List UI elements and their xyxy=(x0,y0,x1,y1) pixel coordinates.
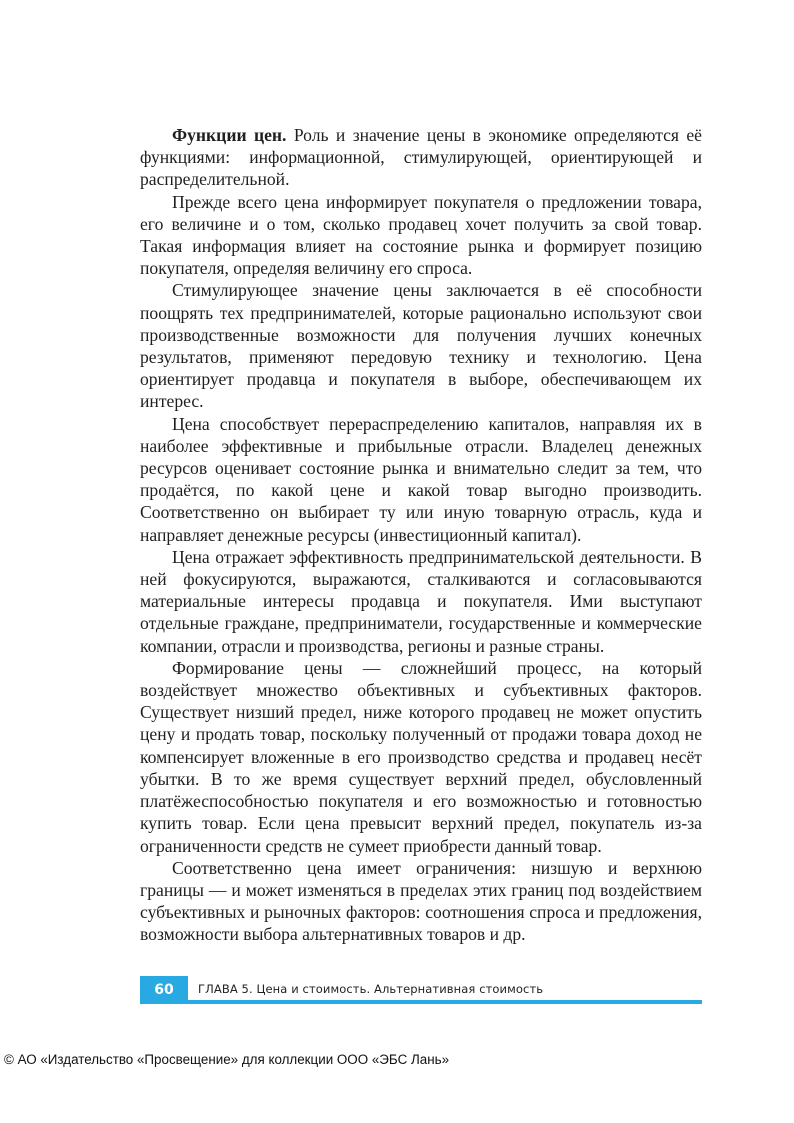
page-footer xyxy=(140,976,702,1004)
page-number: 60 xyxy=(140,976,188,1004)
paragraph-distributive: Цена способствует перераспределению капиталов, направляя их в наиболее эффективные и прибыльные отрасли. Владелец денежных ресурсов оценивает состояние рынка и внимательно следит за тем, что продаётся, по какой цене и какой товар выгодно производить. Соответственно он выбирает ту или иную товарную отрасль, куда и направляет денежные ресурсы (инвестиционный капитал). xyxy=(140,413,702,545)
paragraph-efficiency: Цена отражает эффективность предпринимательской деятельности. В ней фокусируются, выражаются, сталкиваются и согласовываются материальные интересы продавца и покупателя. Ими выступают отдельные граждане, предприниматели, государственные и коммерческие компании, отрасли и производства, регионы и разные страны. xyxy=(140,546,702,656)
paragraph-price-limits: Соответственно цена имеет ограничения: низшую и верхнюю границы — и может изменяться в пределах этих границ под воздействием субъективных и рыночных факторов: соотношения спроса и предложения, возможности выбора альтернативных товаров и др. xyxy=(140,857,702,945)
paragraph-heading: Функции цен. xyxy=(172,125,287,145)
footer-rule xyxy=(188,1000,702,1004)
paragraph-text: Роль и значение цены в экономике определяются её функциями: информационной, стимулирующей, ориентирующей и распределительной. xyxy=(140,125,702,190)
copyright-notice: © АО «Издательство «Просвещение» для коллекции ООО «ЭБС Лань» xyxy=(4,1052,450,1067)
chapter-title: ГЛАВА 5. Цена и стоимость. Альтернативная стоимость xyxy=(198,982,544,996)
body-text xyxy=(140,124,702,946)
paragraph-stimulating: Стимулирующее значение цены заключается в её способности поощрять тех предпринимателей, которые рационально используют свои производственные возможности для получения лучших конечных результатов, применяют передовую технику и технологию. Цена ориентирует продавца и покупателя в выборе, обеспечивающем их интерес. xyxy=(140,280,702,412)
paragraph-informational: Прежде всего цена информирует покупателя о предложении товара, его величине и о том, сколько продавец хочет получить за свой товар. Такая информация влияет на состояние рынка и формирует позицию покупателя, определяя величину его спроса. xyxy=(140,191,702,279)
paragraph-functions xyxy=(140,124,702,191)
paragraph-price-formation: Формирование цены — сложнейший процесс, на который воздействует множество объективных и субъективных факторов. Существует низший предел, ниже которого продавец не может опустить цену и продать товар, поскольку полученный от продажи товара доход не компенсирует вложенные в его производство средства и продавец несёт убытки. В то же время существует верхний предел, обусловленный платёжеспособностью покупателя и его возможностью и готовностью купить товар. Если цена превысит верхний предел, покупатель из-за ограниченности средств не сумеет приобрести данный товар. xyxy=(140,657,702,856)
